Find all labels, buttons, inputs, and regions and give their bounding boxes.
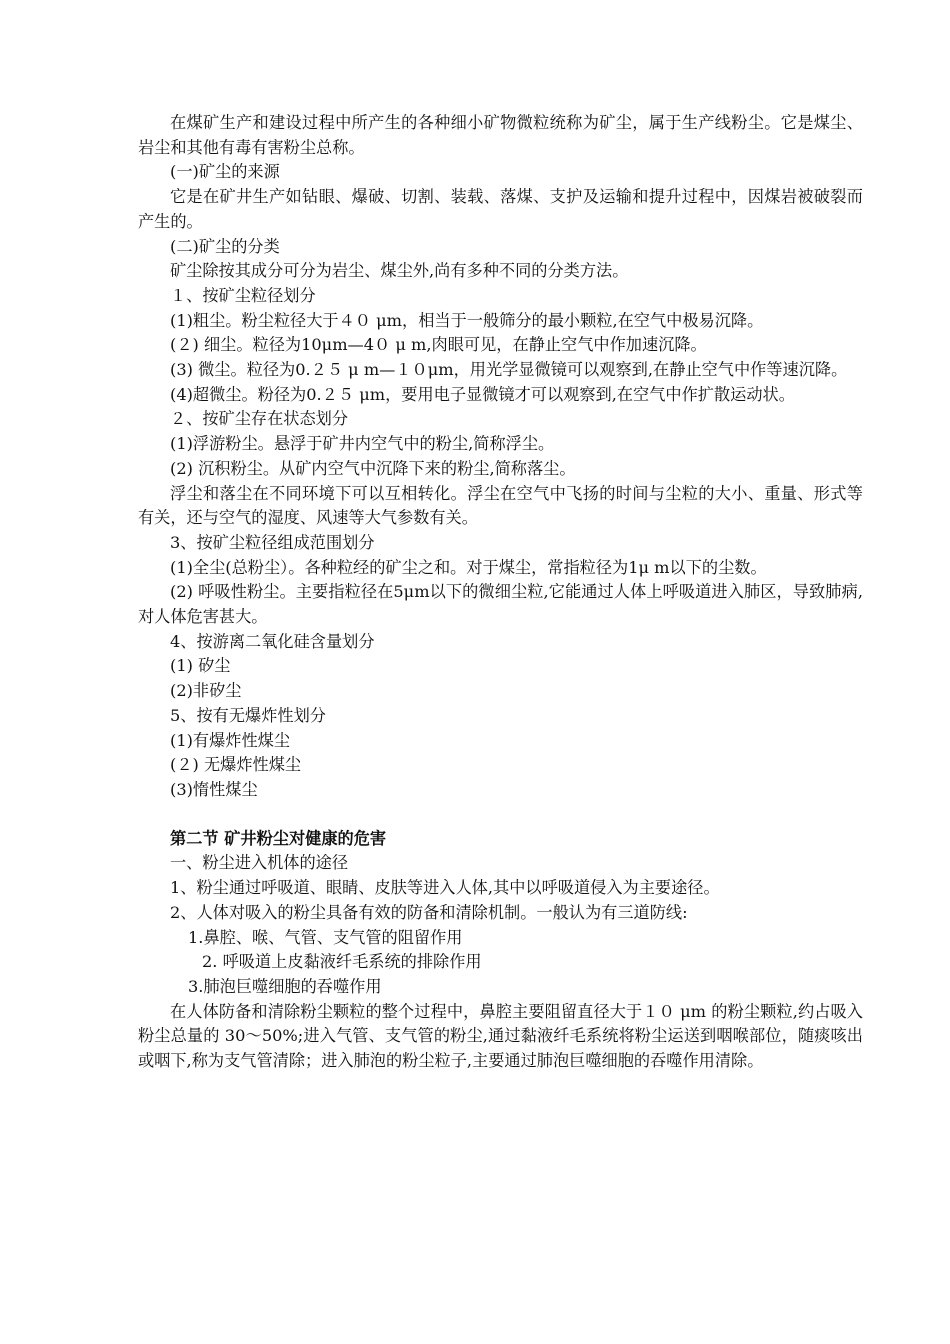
paragraph: (4)超微尘。粉径为0.２５ μm，要用电子显微镜才可以观察到,在空气中作扩散运动状。 <box>170 384 795 404</box>
paragraph: (２) 无爆炸性煤尘 <box>170 755 302 775</box>
document-body <box>138 111 863 1074</box>
paragraph: (1)有爆炸性煤尘 <box>170 730 291 750</box>
list-item: 3.肺泡巨噬细胞的吞噬作用 <box>188 976 382 996</box>
paragraph: 4、按游离二氧化硅含量划分 <box>170 631 375 651</box>
list-item: 2. 呼吸道上皮黏液纤毛系统的排除作用 <box>202 952 482 972</box>
paragraph: 2、人体对吸入的粉尘具备有效的防备和清除机制。一般认为有三道防线: <box>170 902 688 922</box>
paragraph: 在人体防备和清除粉尘颗粒的整个过程中，鼻腔主要阻留直径大于１０ μm 的粉尘颗粒,约占吸入粉尘总量的 30～50%;进入气管、支气管的粉尘,通过黏液纤毛系统将粉尘运送到咽喉部位，随痰咳出或咽下,称为支气管清除；进入肺泡的粉尘粒子,主要通过肺泡巨噬细胞的吞噬作用清除。 <box>138 1001 863 1071</box>
paragraph: (二)矿尘的分类 <box>170 236 280 256</box>
paragraph: (3)惰性煤尘 <box>170 779 258 799</box>
paragraph: (1) 矽尘 <box>170 656 231 676</box>
paragraph: 5、按有无爆炸性划分 <box>170 705 326 725</box>
paragraph: 在煤矿生产和建设过程中所产生的各种细小矿物微粒统称为矿尘，属于生产线粉尘。它是煤尘、岩尘和其他有毒有害粉尘总称。 <box>138 113 863 157</box>
paragraph: (1)全尘(总粉尘）。各种粒经的矿尘之和。对于煤尘，常指粒径为1μ m以下的尘数。 <box>170 557 767 577</box>
paragraph: ２、按矿尘存在状态划分 <box>170 409 349 429</box>
section-title: 第二节 矿井粉尘对健康的危害 <box>170 828 387 848</box>
paragraph: 一、粉尘进入机体的途径 <box>170 853 349 873</box>
paragraph: (3) 微尘。粒径为0.２５ μ m—１０μm，用光学显微镜可以观察到,在静止空气中作等速沉降。 <box>170 360 848 380</box>
paragraph: (2)非矽尘 <box>170 681 242 701</box>
paragraph: (2) 沉积粉尘。从矿内空气中沉降下来的粉尘,简称落尘。 <box>170 458 576 478</box>
paragraph: 1、粉尘通过呼吸道、眼睛、皮肤等进入人体,其中以呼吸道侵入为主要途径。 <box>170 878 720 898</box>
paragraph: (２) 细尘。粒径为10μm—4０ μ m,肉眼可见，在静止空气中作加速沉降。 <box>170 335 707 355</box>
paragraph: (2) 呼吸性粉尘。主要指粒径在5μm以下的微细尘粒,它能通过人体上呼吸道进入肺区，导致肺病,对人体危害甚大。 <box>138 582 863 627</box>
paragraph: 矿尘除按其成分可分为岩尘、煤尘外,尚有多种不同的分类方法。 <box>170 261 629 281</box>
paragraph: 3、按矿尘粒径组成范围划分 <box>170 532 375 552</box>
paragraph: １、按矿尘粒径划分 <box>170 285 316 305</box>
list-item: 1.鼻腔、喉、气管、支气管的阻留作用 <box>188 927 463 947</box>
paragraph: 浮尘和落尘在不同环境下可以互相转化。浮尘在空气中飞扬的时间与尘粒的大小、重量、形式等有关，还与空气的湿度、风速等大气参数有关。 <box>138 483 863 528</box>
paragraph: 它是在矿井生产如钻眼、爆破、切割、装载、落煤、支护及运输和提升过程中，因煤岩被破裂而产生的。 <box>138 187 863 231</box>
paragraph: (1)浮游粉尘。悬浮于矿井内空气中的粉尘,简称浮尘。 <box>170 434 555 454</box>
paragraph: (一)矿尘的来源 <box>170 162 280 182</box>
paragraph: (1)粗尘。粉尘粒径大于４０ μm，相当于一般筛分的最小颗粒,在空气中极易沉降。 <box>170 310 764 330</box>
